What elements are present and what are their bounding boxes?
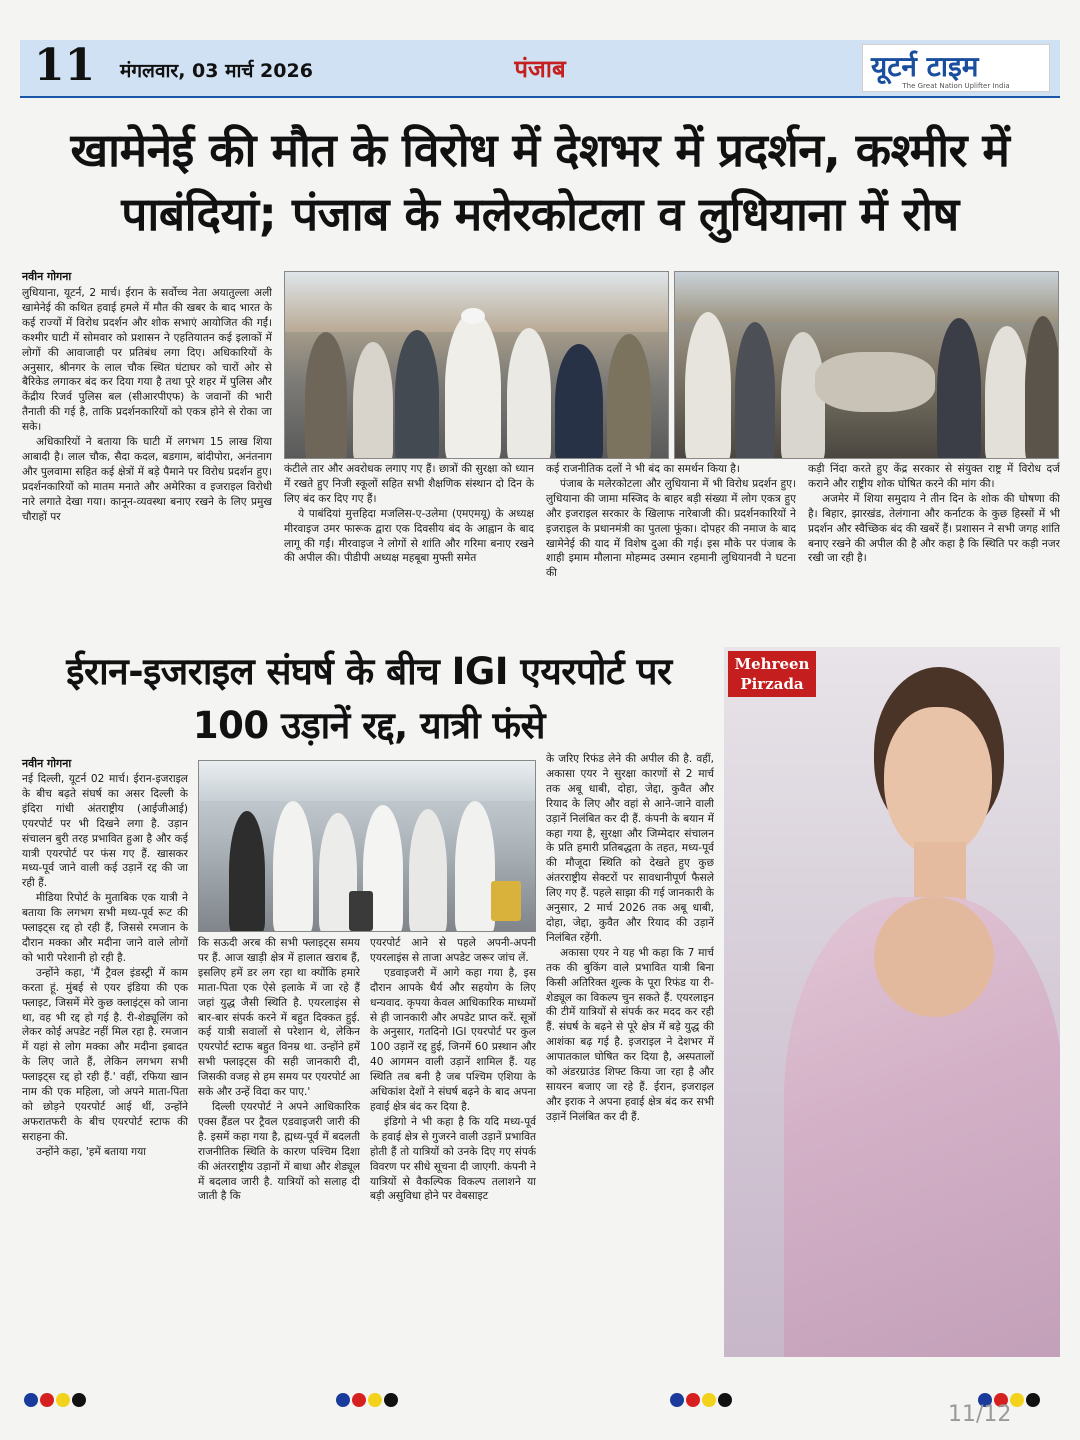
dot-yellow bbox=[1010, 1393, 1024, 1407]
registration-dots-1 bbox=[24, 1392, 88, 1408]
dot-blue bbox=[24, 1393, 38, 1407]
story1-byline: नवीन गोगना bbox=[22, 270, 72, 283]
page-number: 11 bbox=[34, 40, 96, 91]
dot-black bbox=[1026, 1393, 1040, 1407]
paragraph: मीडिया रिपोर्ट के मुताबिक एक यात्री ने बताया कि लगभग सभी मध्य-पूर्व रूट की फ्लाइट्स रद्द हो रही हैं, जिससे रमजान के दौरान मक्का और मदीना जाने वाले लोगों को भारी परेशानी हो रही है. bbox=[22, 892, 188, 964]
registration-dots-2 bbox=[336, 1392, 400, 1408]
paragraph: एयरपोर्ट आने से पहले अपनी-अपनी एयरलाइंस से ताजा अपडेट जरूर जांच लें. bbox=[370, 937, 536, 964]
paragraph: एडवाइजरी में आगे कहा गया है, इस दौरान आपके धैर्य और सहयोग के लिए धन्यवाद. कृपया केवल आधिकारिक माध्यमों से ही जानकारी और अपडेट प्राप्त करें. सूत्रों के अनुसार, गतदिनो IGI एयरपोर्ट पर कुल 100 उड़ानें रद्द हुई, जिनमें 60 प्रस्थान और 40 आगमन वाली उड़ानें शामिल हैं. यह स्थिति तब बनी है जब पश्चिम एशिया के अधिकांश देशों ने संघर्ष बढ़ने के बाद अपना हवाई क्षेत्र बंद कर दिया है. bbox=[370, 966, 536, 1113]
celebrity-photo bbox=[724, 647, 1060, 1357]
protest-photo-ludhiana bbox=[284, 271, 669, 459]
masthead-logo bbox=[862, 44, 1050, 92]
paragraph: कई राजनीतिक दलों ने भी बंद का समर्थन किया है। bbox=[546, 463, 740, 475]
dot-black bbox=[384, 1393, 398, 1407]
registration-dots-3 bbox=[670, 1392, 734, 1408]
paragraph: अकासा एयर ने यह भी कहा कि 7 मार्च तक की बुकिंग वाले प्रभावित यात्री बिना किसी अतिरिक्त शुल्क के पूरा रिफंड या री-शेड्यूल का विकल्प चुन सकते हैं. एयरलाइन की टीमें यात्रियों से संपर्क कर मदद कर रही हैं. संघर्ष के बढ़ने से पूरे क्षेत्र में बड़े युद्ध की आशंका बढ़ गई है. इजराइल ने देशभर में आपातकाल घोषित कर दिया है, अस्पतालों को अंडरग्राउंड शिफ्ट किया जा रहा है और सायरन बजाए जा रहे हैं. ईरान, इजराइल और इराक ने अपना हवाई क्षेत्र बंद कर सभी उड़ानें निलंबित कर दी हैं. bbox=[546, 946, 714, 1123]
paragraph: ये पाबंदियां मुत्तहिदा मजलिस-ए-उलेमा (एमएमयू) के अध्यक्ष मीरवाइज उमर फारूक द्वारा एक दिवसीय बंद के आह्वान के बाद लागू की गईं। मीरवाइज ने लोगों से शांति और गरिमा बनाए रखने की अपील की। पीडीपी अध्यक्ष महबूबा मुफ्ती समेत bbox=[284, 507, 534, 565]
story2-column-3 bbox=[370, 936, 536, 1362]
paragraph: कंटीले तार और अवरोधक लगाए गए हैं। छात्रों की सुरक्षा को ध्यान में रखते हुए निजी स्कूलों सहित सभी शैक्षणिक संस्थान दो दिन के लिए बंद कर दिए गए हैं। bbox=[284, 463, 534, 505]
logo-text: यूटर्न टाइम bbox=[871, 50, 979, 83]
paragraph: पंजाब के मलेरकोटला और लुधियाना में भी विरोध प्रदर्शन हुए। लुधियाना की जामा मस्जिद के बाहर बड़ी संख्या में लोग एकत्र हुए और इजराइल सरकार के खिलाफ नारेबाजी की। प्रदर्शनकारियों ने इजराइल के प्रधानमंत्री का पुतला फूंका। दोपहर की नमाज के बाद खामेनेई की याद में विशेष दुआ की गई। इस मौके पर पंजाब के शाही इमाम मौलाना मोहम्मद उस्मान रहमानी लुधियानवी ने घटना की bbox=[546, 477, 796, 580]
paragraph: अधिकारियों ने बताया कि घाटी में लगभग 15 लाख शिया आबादी है। लाल चौक, सैदा कदल, बडगाम, बांदीपोरा, अनंतनाग और पुलवामा सहित कई क्षेत्रों में बड़े पैमाने पर विरोध प्रदर्शन हुए। प्रदर्शनकारियों को मातम मनाते और अमेरिका व इजराइल विरोधी नारे लगाते देखा गया। कानून-व्यवस्था बनाए रखने के लिए प्रमुख चौराहों पर bbox=[22, 436, 272, 523]
story1-column-4 bbox=[808, 462, 1060, 638]
airport-passengers-photo bbox=[198, 760, 536, 932]
photo-name-label: Mehreen Pirzada bbox=[728, 651, 816, 697]
paragraph: उन्होंने कहा, 'मैं ट्रैवल इंडस्ट्री में काम करता हूं. मुंबई से एयर इंडिया की एक फ्लाइट, जिसमें मेरे कुछ क्लाइंट्स को जाना था, वह भी रद्द हो गई है. री-शेड्यूलिंग को लेकर कोई अपडेट नहीं मिल रहा है. रमजान में यहां से लोग मक्का और मदीना इबादत के लिए जाते हैं, लेकिन लगभग सभी फ्लाइट्स रद्द हो रही हैं.' वहीं, रफिया खान नाम की एक महिला, जो अपने माता-पिता को छोड़ने एयरपोर्ट आई थीं, उन्होंने अफरातफरी के बीच एयरपोर्ट स्टाफ की सराहना की. bbox=[22, 966, 188, 1143]
story2-column-2 bbox=[198, 936, 360, 1362]
story2-byline: नवीन गोगना bbox=[22, 757, 72, 770]
dot-red bbox=[40, 1393, 54, 1407]
paragraph: कड़ी निंदा करते हुए केंद्र सरकार से संयुक्त राष्ट्र में विरोध दर्ज कराने और राष्ट्रीय शोक घोषित करने की मांग की। bbox=[808, 463, 1060, 490]
paragraph: लुधियाना, यूटर्न, 2 मार्च। ईरान के सर्वोच्च नेता अयातुल्ला अली खामेनेई की कथित हवाई हमले में मौत की खबर के बाद भारत के कई राज्यों में विरोध प्रदर्शन और शोक सभाएं आयोजित की गईं। कश्मीर घाटी में सोमवार को प्रशासन ने एहतियातन कई इलाकों में लोगों की आवाजाही पर प्रतिबंध लगा दिए। अधिकारियों के अनुसार, श्रीनगर के लाल चौक स्थित घंटाघर को चारों ओर से बैरिकेड लगाकर बंद कर दिया गया है तथा पूरे शहर में पुलिस और केंद्रीय रिजर्व पुलिस बल (सीआरपीएफ) के जवानों की भारी तैनाती की गई है, ताकि प्रदर्शनकारियों को एकत्र होने से रोका जा सके। bbox=[22, 287, 272, 434]
story1-headline: खामेनेई की मौत के विरोध में देशभर में प्रदर्शन, कश्मीर में पाबंदियां; पंजाब के मलेरकोटला व लुधियाना में रोष bbox=[70, 123, 1010, 241]
paragraph: नई दिल्ली, यूटर्न 02 मार्च। ईरान-इजराइल के बीच बढ़ते संघर्ष का असर दिल्ली के इंदिरा गांधी अंतराष्ट्रीय (आईजीआई) एयरपोर्ट पर भी दिखने लगा है. उड़ान संचालन बुरी तरह प्रभावित हुआ है और कई यात्री एयरपोर्ट पर फंस गए हैं. खासकर मध्य-पूर्व जाने वाली कई उड़ानें रद्द की जा रही हैं. bbox=[22, 773, 188, 890]
paragraph: इंडिगो ने भी कहा है कि यदि मध्य-पूर्व के हवाई क्षेत्र से गुजरने वाली उड़ानें प्रभावित होती हैं तो यात्रियों को उनके दिए गए संपर्क विवरण पर सीधे सूचना दी जाएगी. कंपनी ने यात्रियों से वैकल्पिक विकल्प तलाशने या बड़ी असुविधा होने पर वेबसाइट bbox=[370, 1115, 536, 1203]
paragraph: दिल्ली एयरपोर्ट ने अपने आधिकारिक एक्स हैंडल पर ट्रैवल एडवाइजरी जारी की है. इसमें कहा गया है, ह्मध्य-पूर्व में बदलती राजनीतिक स्थिति के कारण पश्चिम दिशा की अंतरराष्ट्रीय उड़ानों में बाधा और शेड्यूल में बदलाव जारी है. यात्रियों को सलाह दी जाती है कि bbox=[198, 1100, 360, 1203]
paragraph: उन्होंने कहा, 'हमें बताया गया bbox=[36, 1145, 147, 1158]
paragraph: के जरिए रिफंड लेने की अपील की है. वहीं, अकासा एयर ने सुरक्षा कारणों से 2 मार्च तक अबू धाबी, दोहा, जेद्दा, कुवैत और रियाद के लिए और वहां से आने-जाने वाली उड़ानें निलंबित कर दी हैं. कंपनी के बयान में कहा गया है, सुरक्षा और जिम्मेदार संचालन के प्रति हमारी प्रतिबद्धता के तहत, मध्य-पूर्व की मौजूदा स्थिति को देखते हुए कुछ अंतरराष्ट्रीय सेक्टरों पर सावधानीपूर्ण फैसले लिए गए हैं. पहले साझा की गई जानकारी के अनुसार, 2 मार्च 2026 तक अबू धाबी, दोहा, जेद्दा, कुवैत और रियाद की उड़ानें निलंबित रहेंगी. bbox=[546, 753, 714, 944]
dot-blue bbox=[336, 1393, 350, 1407]
story1-column-1 bbox=[22, 286, 272, 638]
protest-photo-effigy bbox=[674, 271, 1059, 459]
story2-column-1 bbox=[22, 772, 188, 1362]
page-indicator: 11/12 bbox=[948, 1402, 1012, 1427]
dot-red bbox=[352, 1393, 366, 1407]
story2-headline: ईरान-इजराइल संघर्ष के बीच IGI एयरपोर्ट पर 100 उड़ानें रद्द, यात्री फंसे bbox=[66, 650, 672, 747]
dot-black bbox=[72, 1393, 86, 1407]
issue-date: मंगलवार, 03 मार्च 2026 bbox=[120, 60, 313, 82]
story1-column-3 bbox=[546, 462, 796, 638]
paragraph: अजमेर में शिया समुदाय ने तीन दिन के शोक की घोषणा की है। बिहार, झारखंड, तेलंगाना और कर्नाटक के कुछ हिस्सों में भी प्रदर्शन और स्वैच्छिक बंद की खबरें हैं। प्रशासन ने सभी जगह शांति बनाए रखने की अपील की है और कहा है कि स्थिति पर कड़ी नजर रखी जा रही है। bbox=[808, 492, 1060, 565]
dot-black bbox=[718, 1393, 732, 1407]
dot-blue bbox=[670, 1393, 684, 1407]
dot-yellow bbox=[368, 1393, 382, 1407]
logo-tagline: The Great Nation Uplifter India bbox=[902, 82, 1010, 90]
dot-yellow bbox=[56, 1393, 70, 1407]
dot-yellow bbox=[702, 1393, 716, 1407]
section-title: पंजाब bbox=[514, 55, 566, 83]
dot-red bbox=[686, 1393, 700, 1407]
story1-column-2 bbox=[284, 462, 534, 638]
paragraph: कि सऊदी अरब की सभी फ्लाइट्स समय पर हैं. आज खाड़ी क्षेत्र में हालात खराब हैं, इसलिए हमें डर लग रहा था क्योंकि हमारे माता-पिता एक ऐसे इलाके में जा रहे हैं जहां युद्ध जैसी स्थिति है. एयरलाइंस से बार-बार संपर्क करने में बहुत दिक्कत हुई. कई यात्री सवालों से परेशान थे, लेकिन एयरपोर्ट स्टाफ बहुत विनम्र था. उन्होंने हमें सभी फ्लाइट्स की सही जानकारी दी, जिसकी वजह से हम समय पर एयरपोर्ट आ सके और उन्हें विदा कर पाए.' bbox=[198, 937, 360, 1099]
page-header bbox=[20, 40, 1060, 98]
story2-column-4 bbox=[546, 752, 714, 1362]
